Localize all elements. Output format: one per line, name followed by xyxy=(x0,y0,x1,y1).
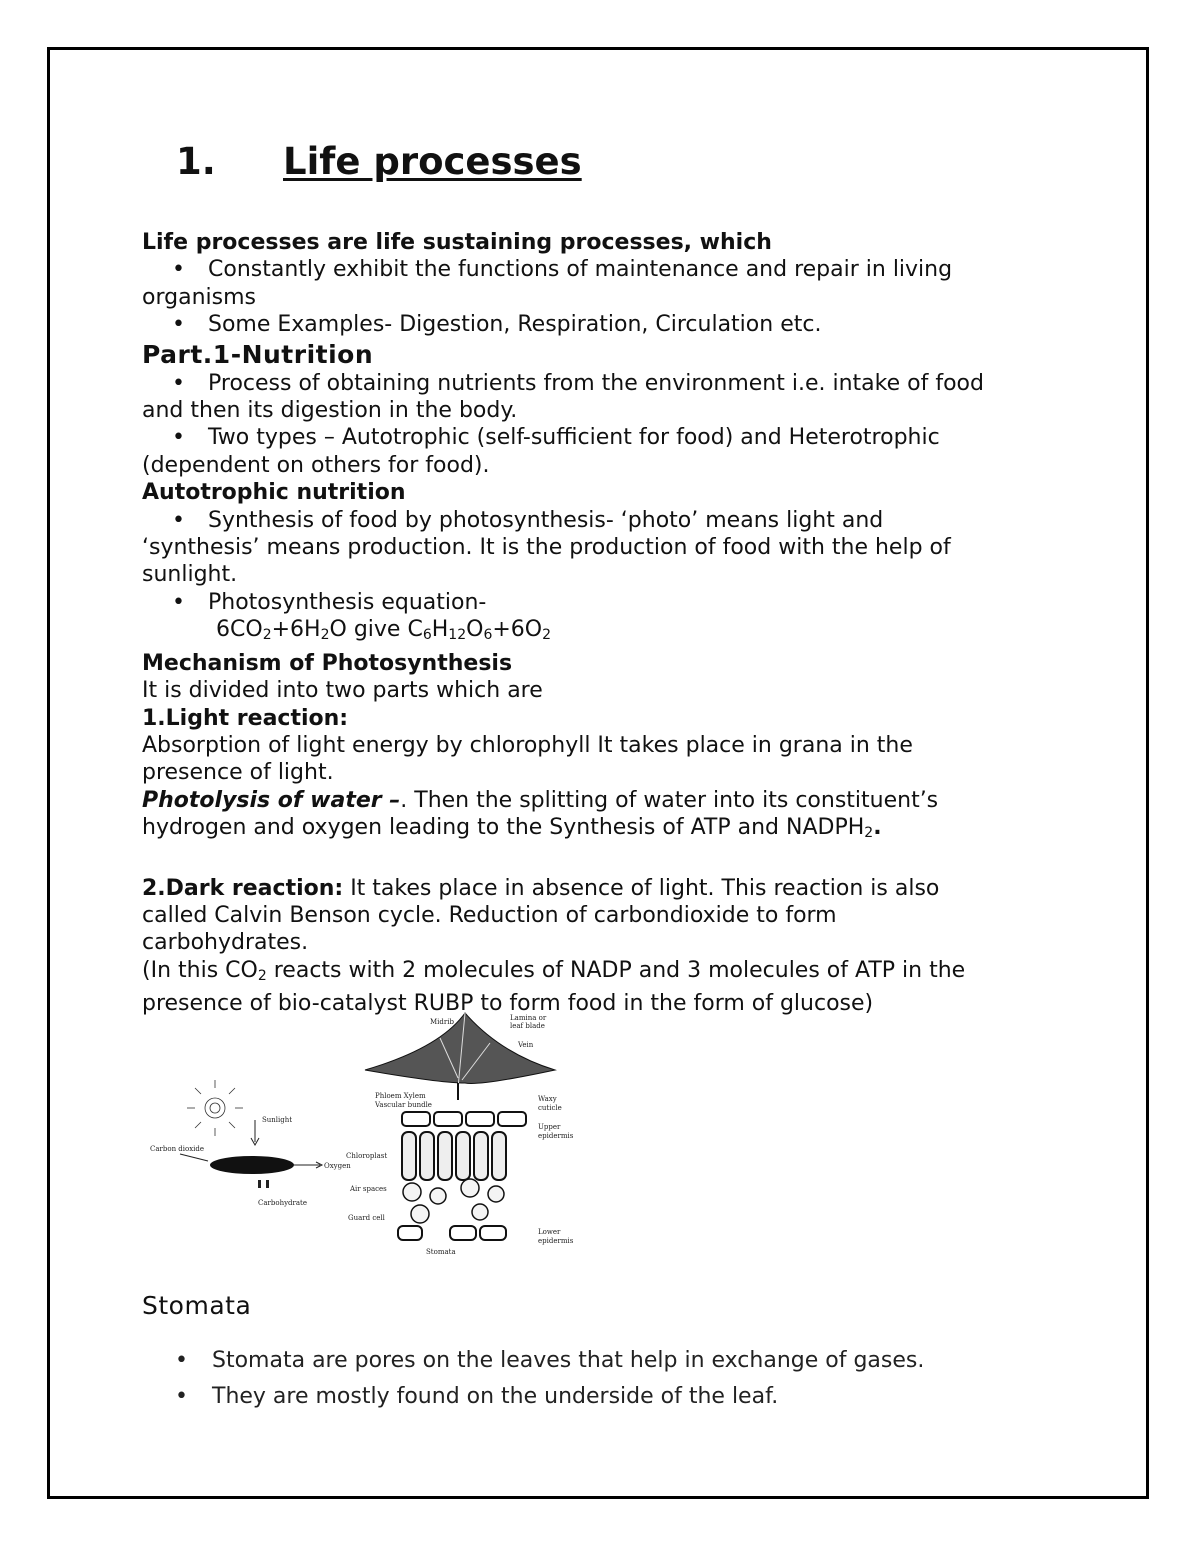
chapter-number: 1. xyxy=(176,140,216,183)
photosynthesis-diagram xyxy=(140,1008,580,1258)
leaf-icon xyxy=(210,1156,294,1174)
paragraph: called Calvin Benson cycle. Reduction of carbondioxide to form xyxy=(142,902,837,928)
label-waxy-1: Waxy xyxy=(538,1095,557,1103)
bullet-icon: • xyxy=(172,257,185,283)
lower-epidermis-cells xyxy=(398,1226,506,1240)
arrow-co2-icon xyxy=(180,1154,208,1161)
label-lamina-1: Lamina or xyxy=(510,1014,547,1022)
paragraph: (In this $CO_2$ reacts with 2 molecules of NADP and 3 molecules of ATP in the xyxy=(142,957,966,984)
subheading-light-reaction: 1.Light reaction: xyxy=(142,705,349,731)
list-item: • Stomata are pores on the leaves that help in exchange of gases. xyxy=(175,1348,925,1373)
list-item: • Synthesis of food by photosynthesis- ‘photo’ means light and xyxy=(172,507,884,533)
label-midrib: Midrib xyxy=(430,1018,454,1026)
label-upper-1: Upper xyxy=(538,1123,561,1131)
label-oxygen: Oxygen xyxy=(324,1162,351,1170)
photolysis-label: Photolysis of water – xyxy=(142,787,401,813)
intro-lead: Life processes are life sustaining processes, which xyxy=(142,230,772,255)
paragraph-photolysis: Photolysis of water –. Then the splitting of water into its constituent’s xyxy=(142,787,939,813)
label-lower-2: epidermis xyxy=(538,1237,574,1245)
label-air-spaces: Air spaces xyxy=(350,1185,387,1193)
stomata-list xyxy=(175,1348,924,1420)
upper-epidermis-cells xyxy=(402,1112,526,1126)
subheading-dark-reaction: 2.Dark reaction: xyxy=(142,875,344,901)
spacer xyxy=(142,848,1042,875)
bullet-icon: • xyxy=(175,1384,188,1409)
bullet-icon: • xyxy=(175,1348,188,1373)
list-item: • Two types – Autotrophic (self-sufficient for food) and Heterotrophic xyxy=(172,425,940,451)
list-item: • Some Examples- Digestion, Respiration, Circulation etc. xyxy=(172,312,822,338)
label-waxy-2: cuticle xyxy=(538,1104,562,1112)
label-vascular-bundle: Vascular bundle xyxy=(375,1101,432,1109)
list-item-continuation: and then its digestion in the body. xyxy=(142,398,518,424)
photosynthesis-figure xyxy=(140,1008,580,1258)
list-item-continuation: (dependent on others for food). xyxy=(142,452,490,478)
bullet-icon: • xyxy=(172,425,185,451)
paragraph: presence of bio-catalyst RUBP to form food in the form of glucose) xyxy=(142,991,874,1017)
paragraph: presence of light. xyxy=(142,760,334,786)
label-sunlight: Sunlight xyxy=(262,1116,293,1124)
label-lower-1: Lower xyxy=(538,1228,561,1236)
list-item: • Photosynthesis equation- xyxy=(172,589,487,615)
photosynthesis-equation: $6CO_2+6H_2O$ give $C_6H_{12}O_6+6O_2$ xyxy=(216,617,552,644)
list-item-continuation: ‘synthesis’ means production. It is the production of food with the help of xyxy=(142,535,951,561)
list-item-continuation: sunlight. xyxy=(142,562,238,588)
section-heading-nutrition: Part.1-Nutrition xyxy=(142,339,374,369)
label-chloroplast: Chloroplast xyxy=(346,1152,388,1160)
bullet-icon: • xyxy=(172,507,185,533)
bullet-icon: • xyxy=(172,370,185,396)
label-vein: Vein xyxy=(518,1041,534,1049)
label-upper-2: epidermis xyxy=(538,1132,574,1140)
label-carbohydrate: Carbohydrate xyxy=(258,1199,307,1207)
paragraph: hydrogen and oxygen leading to the Synthesis of ATP and $NADPH_2$. xyxy=(142,815,882,842)
subheading-autotrophic: Autotrophic nutrition xyxy=(142,480,406,506)
paragraph-dark-reaction: 2.Dark reaction: It takes place in absence of light. This reaction is also xyxy=(142,875,940,901)
label-phloem-xylem: Phloem Xylem xyxy=(375,1092,426,1100)
page-title xyxy=(176,140,582,183)
paragraph: Absorption of light energy by chlorophyll It takes place in grana in the xyxy=(142,732,913,758)
subheading-mechanism: Mechanism of Photosynthesis xyxy=(142,650,513,676)
label-lamina-2: leaf blade xyxy=(510,1022,545,1030)
paragraph: It is divided into two parts which are xyxy=(142,678,543,704)
list-item: • Constantly exhibit the functions of maintenance and repair in living xyxy=(172,257,953,283)
section-heading-stomata: Stomata xyxy=(142,1291,252,1320)
palisade-cells xyxy=(402,1132,506,1180)
spongy-cells xyxy=(403,1179,504,1223)
bullet-icon: • xyxy=(172,312,185,338)
document-body xyxy=(142,229,1042,1018)
list-item: • Process of obtaining nutrients from the environment i.e. intake of food xyxy=(172,370,984,396)
list-item-continuation: organisms xyxy=(142,284,256,310)
label-stomata: Stomata xyxy=(426,1248,456,1256)
label-guard-cell: Guard cell xyxy=(348,1214,385,1222)
paragraph: carbohydrates. xyxy=(142,930,309,956)
chapter-title: Life processes xyxy=(283,140,582,183)
sun-icon xyxy=(187,1080,243,1136)
bullet-icon: • xyxy=(172,589,185,615)
list-item: • They are mostly found on the underside of the leaf. xyxy=(175,1384,779,1409)
label-carbon-dioxide: Carbon dioxide xyxy=(150,1145,205,1153)
